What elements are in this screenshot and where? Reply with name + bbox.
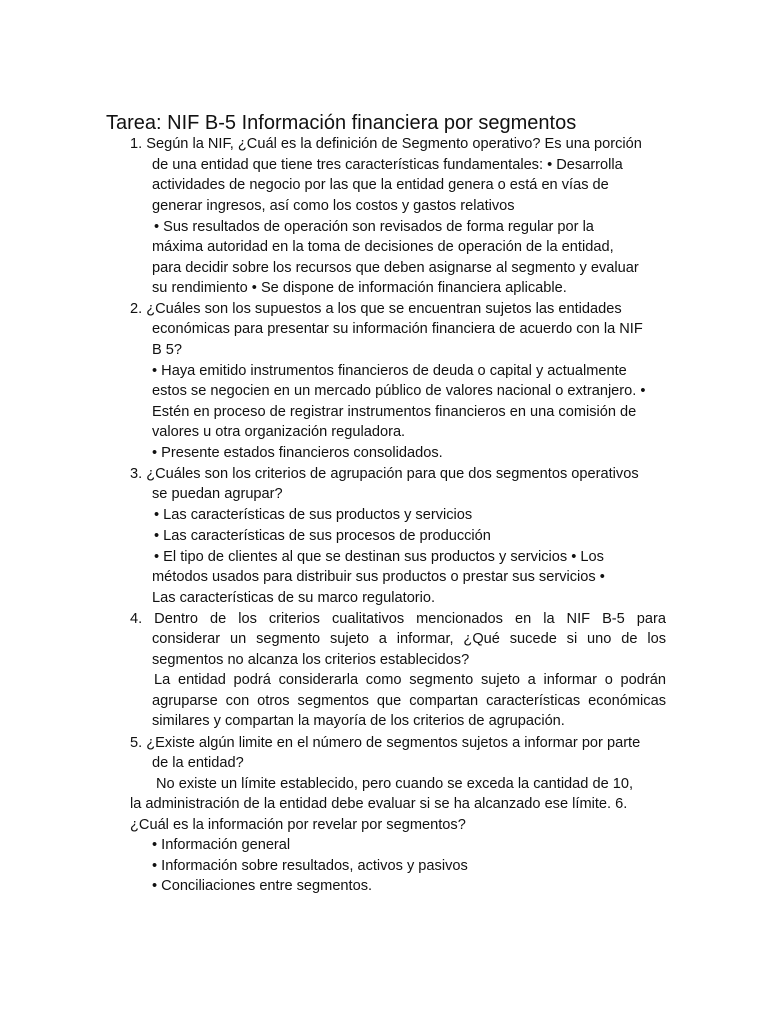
line-q5: 5. ¿Existe algún limite en el número de segmentos sujetos a informar por parte <box>130 735 641 751</box>
line: su rendimiento • Se dispone de información financiera aplicable. <box>152 280 567 296</box>
line: la administración de la entidad debe evaluar si se ha alcanzado ese límite. 6. <box>130 796 628 812</box>
line: Las características de su marco regulatorio. <box>152 590 436 606</box>
line: estos se negocien en un mercado público de valores nacional o extranjero. • <box>152 383 646 399</box>
line: Estén en proceso de registrar instrumentos financieros en una comisión de <box>152 404 637 420</box>
line: • Las características de sus productos y servicios <box>154 507 473 523</box>
line: La entidad podrá considerarla como segmento sujeto a informar o podrán <box>154 672 666 688</box>
line: B 5? <box>152 342 183 358</box>
line: de la entidad? <box>152 755 244 771</box>
line: • El tipo de clientes al que se destinan sus productos y servicios • Los <box>154 549 604 565</box>
line: se puedan agrupar? <box>152 486 283 502</box>
line: segmentos no alcanza los criterios establecidos? <box>152 652 470 668</box>
line: • Presente estados financieros consolidados. <box>152 445 443 461</box>
line: económicas para presentar su información financiera de acuerdo con la NIF <box>152 321 643 337</box>
line: • Las características de sus procesos de producción <box>154 528 491 544</box>
line: máxima autoridad en la toma de decisiones de operación de la entidad, <box>152 239 614 255</box>
line: similares y compartan la mayoría de los criterios de agrupación. <box>152 713 565 729</box>
line-q4: 4. Dentro de los criterios cualitativos mencionados en la NIF B-5 para <box>130 611 666 627</box>
line: • Conciliaciones entre segmentos. <box>152 878 373 894</box>
line: • Haya emitido instrumentos financieros de deuda o capital y actualmente <box>152 363 627 379</box>
line: • Información sobre resultados, activos y pasivos <box>152 858 468 874</box>
line: métodos usados para distribuir sus productos o prestar sus servicios • <box>152 569 605 585</box>
document-title: Tarea: NIF B-5 Información financiera por segmentos <box>106 112 577 134</box>
line: valores u otra organización reguladora. <box>152 424 406 440</box>
line-q1: 1. Según la NIF, ¿Cuál es la definición de Segmento operativo? Es una porción <box>130 136 642 152</box>
line: para decidir sobre los recursos que deben asignarse al segmento y evaluar <box>152 260 639 276</box>
line: actividades de negocio por las que la entidad genera o está en vías de <box>152 177 609 193</box>
line: generar ingresos, así como los costos y gastos relativos <box>152 198 515 214</box>
line: • Sus resultados de operación son revisados de forma regular por la <box>154 219 594 235</box>
line: considerar un segmento sujeto a informar, ¿Qué sucede si uno de los <box>152 631 666 647</box>
line-q3: 3. ¿Cuáles son los criterios de agrupación para que dos segmentos operativos <box>130 466 639 482</box>
line-q2: 2. ¿Cuáles son los supuestos a los que se encuentran sujetos las entidades <box>130 301 622 317</box>
line: No existe un límite establecido, pero cuando se exceda la cantidad de 10, <box>156 776 634 792</box>
line: de una entidad que tiene tres características fundamentales: • Desarrolla <box>152 157 623 173</box>
line-q6: ¿Cuál es la información por revelar por segmentos? <box>130 817 466 833</box>
line: agruparse con otros segmentos que compartan características económicas <box>152 693 666 709</box>
line: • Información general <box>152 837 291 853</box>
